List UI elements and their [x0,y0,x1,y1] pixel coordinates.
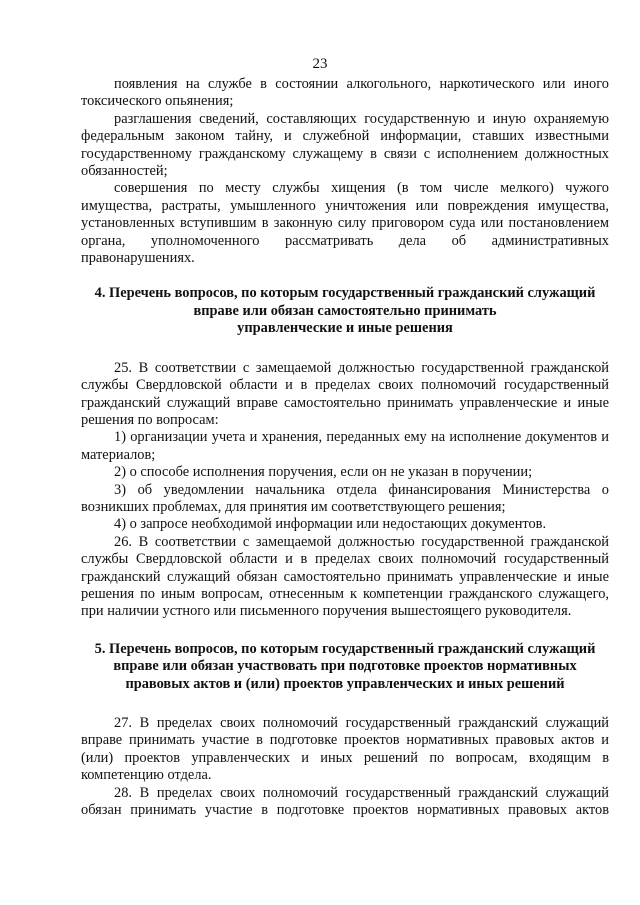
list-item: появления на службе в состоянии алкогольного, наркотического или иного токсического опьянения; [81,76,609,110]
list-item: разглашения сведений, составляющих государственную и иную охраняемую федеральным законом тайну, и служебной информации, ставших известными государственному гражданскому служащему в связи с исполнением должностных обязанностей; [81,110,609,180]
paragraph-28: 28. В пределах своих полномочий государственный гражданский служащий обязан принимать участие в подготовке проектов нормативных правовых актов [81,784,609,819]
heading-line: управленческие и иные решения [237,320,453,337]
heading-line: 4. Перечень вопросов, по которым государственный гражданский служащий [94,285,596,302]
page-content [81,76,609,819]
paragraph-25: 25. В соответствии с замещаемой должностью государственной гражданской службы Свердловской области и в пределах своих полномочий государственный гражданский служащий вправе самостоятельно принимать управленческие и иные решения по вопросам: [81,359,609,428]
list-item: 2) о способе исполнения поручения, если он не указан в поручении; [114,464,533,481]
paragraph-27: 27. В пределах своих полномочий государственный гражданский служащий вправе принимать участие в подготовке проектов нормативных правовых актов и (или) проектов управленческих и иных решений по вопросам, входящим в компетенцию отдела. [81,715,609,784]
heading-line: вправе или обязан самостоятельно принимать [193,302,497,319]
list-item: совершения по месту службы хищения (в том числе мелкого) чужого имущества, растраты, умышленного уничтожения или повреждения имущества, установленных вступившим в законную силу приговором суда или постановлением органа, уполномоченного рассматривать дела об административных правонарушениях. [81,180,609,267]
heading-line: правовых актов и (или) проектов управленческих и иных решений [125,675,565,692]
paragraph-26: 26. В соответствии с замещаемой должностью государственной гражданской службы Свердловской области и в пределах своих полномочий государственный гражданский служащий обязан самостоятельно принимать управленческие и иные решения по иным вопросам, отнесенным к компетенции гражданского служащего, при наличии устного или письменного поручения вышестоящего руководителя. [81,533,609,620]
section-5-heading [81,641,609,693]
heading-line: вправе или обязан участвовать при подготовке проектов нормативных [113,658,577,675]
heading-line: 5. Перечень вопросов, по которым государственный гражданский служащий [94,640,596,657]
page-number: 23 [312,56,328,72]
list-item: 4) о запросе необходимой информации или недостающих документов. [114,516,547,533]
list-item: 1) организации учета и хранения, переданных ему на исполнение документов и материалов; [81,429,609,463]
list-item: 3) об уведомлении начальника отдела финансирования Министерства о возникших проблемах, для принятия им соответствующего решения; [81,481,609,515]
section-4-heading [81,285,609,337]
